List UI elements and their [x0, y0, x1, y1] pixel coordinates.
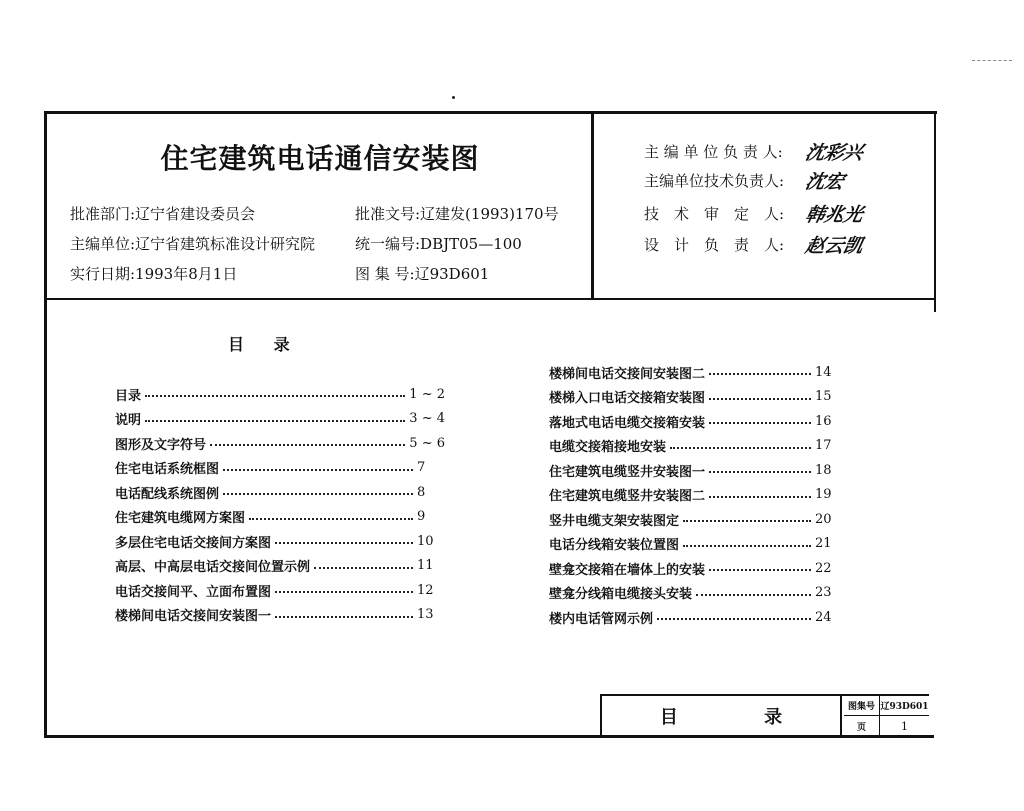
toc-dot-leader — [657, 618, 811, 620]
header-divider — [44, 298, 936, 300]
toc-entry-title: 说明 — [115, 413, 142, 429]
toc-entry-title: 住宅建筑电缆竖井安装图一 — [549, 464, 706, 480]
toc-entry[interactable] — [115, 603, 445, 628]
signature-name: 赵云凯 — [803, 235, 866, 257]
toc-entry-page: 23 — [815, 585, 832, 601]
toc-entry[interactable] — [115, 382, 445, 407]
toc-entry[interactable] — [549, 434, 843, 459]
toc-entry[interactable] — [549, 458, 843, 483]
toc-entry-title: 竖井电缆支架安装图定 — [549, 513, 680, 529]
signature-name: 韩兆光 — [803, 204, 866, 226]
toc-dot-leader — [223, 493, 413, 495]
toc-dot-leader — [275, 591, 413, 593]
signature-name: 沈宏 — [803, 171, 847, 193]
toc-dot-leader — [709, 422, 811, 424]
toc-entry-page: 17 — [815, 438, 832, 454]
toc-entry-title: 电话分线箱安装位置图 — [549, 538, 680, 554]
toc-entry[interactable] — [115, 480, 445, 505]
toc-entry-title: 楼梯间电话交接间安装图一 — [115, 609, 272, 625]
toc-entry[interactable] — [549, 581, 843, 606]
toc-heading: 目 录 — [228, 335, 302, 354]
meta-label: 实行日期:1993年8月1日 — [70, 265, 238, 283]
toc-entry-page: 21 — [815, 536, 832, 552]
meta-row-editor — [70, 233, 580, 255]
toc-entry-title: 住宅建筑电缆竖井安装图二 — [549, 489, 706, 505]
meta-label: 批准部门:辽宁省建设委员会 — [70, 205, 256, 223]
toc-entry[interactable] — [115, 578, 445, 603]
toc-entry-page: 19 — [815, 487, 832, 503]
title-block-grid — [844, 696, 929, 736]
signature-role: 主 编 单 位 负 责 人: — [644, 143, 783, 161]
toc-dot-leader — [709, 398, 811, 400]
title-block-name: 目 录 — [602, 696, 842, 736]
toc-entry-title: 壁龛交接箱在墙体上的安装 — [549, 562, 706, 578]
toc-entry[interactable] — [549, 556, 843, 581]
signature-row — [644, 167, 934, 193]
toc-entry-title: 高层、中高层电话交接间位置示例 — [115, 560, 311, 576]
toc-entry[interactable] — [549, 409, 843, 434]
toc-dot-leader — [314, 567, 413, 569]
toc-right-column — [549, 360, 843, 630]
toc-entry-page: 3 ~ 4 — [409, 411, 445, 427]
toc-entry-page: 1 ~ 2 — [409, 386, 445, 402]
toc-entry[interactable] — [549, 483, 843, 508]
toc-entry-title: 楼内电话管网示例 — [549, 611, 654, 627]
signature-role: 技 术 审 定 人: — [644, 205, 785, 223]
toc-entry[interactable] — [549, 605, 843, 630]
page-number: 1 — [901, 719, 908, 733]
toc-entry-page: 20 — [815, 511, 832, 527]
toc-entry[interactable] — [115, 529, 445, 554]
toc-entry[interactable] — [115, 554, 445, 579]
toc-entry[interactable] — [549, 385, 843, 410]
scan-speck — [452, 96, 455, 99]
atlas-number-value: 辽93D601 — [880, 696, 929, 716]
meta-row-approval — [70, 203, 580, 225]
toc-entry[interactable] — [115, 431, 445, 456]
toc-dot-leader — [275, 616, 413, 618]
signature-role: 主编单位技术负责人: — [644, 172, 785, 190]
page-label: 页 — [844, 716, 880, 736]
toc-entry[interactable] — [115, 505, 445, 530]
toc-entry-page: 12 — [417, 582, 434, 598]
toc-dot-leader — [145, 420, 405, 422]
toc-entry-title: 楼梯入口电话交接箱安装图 — [549, 391, 706, 407]
meta-row-date — [70, 263, 580, 285]
toc-dot-leader — [683, 520, 811, 522]
toc-left-column — [115, 382, 445, 627]
signature-row — [644, 231, 934, 257]
toc-dot-leader — [696, 594, 811, 596]
header-split-line — [591, 111, 594, 299]
atlas-number-label: 图集号 — [844, 696, 880, 716]
toc-entry-title: 目录 — [115, 388, 142, 404]
toc-entry-title: 电缆交接箱接地安装 — [549, 440, 667, 456]
meta-label: 主编单位:辽宁省建筑标准设计研究院 — [70, 235, 316, 253]
toc-dot-leader — [275, 542, 413, 544]
toc-entry-title: 电话交接间平、立面布置图 — [115, 584, 272, 600]
toc-dot-leader — [249, 518, 413, 520]
toc-dot-leader — [210, 444, 405, 446]
toc-entry[interactable] — [549, 360, 843, 385]
toc-dot-leader — [683, 545, 811, 547]
toc-dot-leader — [709, 471, 811, 473]
signature-name: 沈彩兴 — [803, 142, 866, 164]
toc-entry-page: 14 — [815, 364, 832, 380]
toc-dot-leader — [709, 373, 811, 375]
toc-entry[interactable] — [549, 507, 843, 532]
toc-entry-title: 壁龛分线箱电缆接头安装 — [549, 587, 693, 603]
toc-entry-title: 落地式电话电缆交接箱安装 — [549, 415, 706, 431]
toc-entry-page: 24 — [815, 609, 832, 625]
toc-entry-title: 住宅电话系统框图 — [115, 462, 220, 478]
toc-entry-page: 5 ~ 6 — [409, 435, 445, 451]
toc-entry-page: 9 — [417, 509, 426, 525]
toc-entry-title: 楼梯间电话交接间安装图二 — [549, 366, 706, 382]
toc-entry-page: 7 — [417, 460, 426, 476]
toc-dot-leader — [223, 469, 413, 471]
toc-entry-title: 住宅建筑电缆网方案图 — [115, 511, 246, 527]
meta-value: 统一编号:DBJT05—100 — [355, 235, 522, 253]
toc-entry[interactable] — [549, 532, 843, 557]
document-title: 住宅建筑电话通信安装图 — [160, 142, 480, 175]
meta-value: 图 集 号:辽93D601 — [355, 265, 490, 283]
signature-row — [644, 200, 934, 226]
toc-entry-page: 11 — [417, 558, 434, 574]
frame-right-line — [934, 111, 936, 312]
toc-entry-page: 13 — [417, 607, 434, 623]
signature-row — [644, 138, 934, 164]
toc-entry-page: 15 — [815, 389, 832, 405]
toc-entry[interactable] — [115, 456, 445, 481]
toc-dot-leader — [709, 496, 811, 498]
toc-entry-title: 电话配线系统图例 — [115, 486, 220, 502]
toc-entry-page: 16 — [815, 413, 832, 429]
toc-dot-leader — [145, 395, 405, 397]
frame-left-line — [44, 111, 47, 737]
signature-role: 设 计 负 责 人: — [644, 236, 785, 254]
toc-dot-leader — [709, 569, 811, 571]
toc-entry[interactable] — [115, 407, 445, 432]
title-block — [600, 694, 929, 736]
toc-entry-page: 10 — [417, 533, 434, 549]
toc-entry-title: 图形及文字符号 — [115, 437, 207, 453]
toc-entry-page: 18 — [815, 462, 832, 478]
toc-entry-page: 8 — [417, 484, 426, 500]
toc-entry-title: 多层住宅电话交接间方案图 — [115, 535, 272, 551]
meta-value: 批准文号:辽建发(1993)170号 — [355, 205, 559, 223]
toc-entry-page: 22 — [815, 560, 832, 576]
frame-top-line — [44, 111, 937, 114]
toc-dot-leader — [670, 447, 811, 449]
corner-dash-mark — [972, 60, 1012, 61]
